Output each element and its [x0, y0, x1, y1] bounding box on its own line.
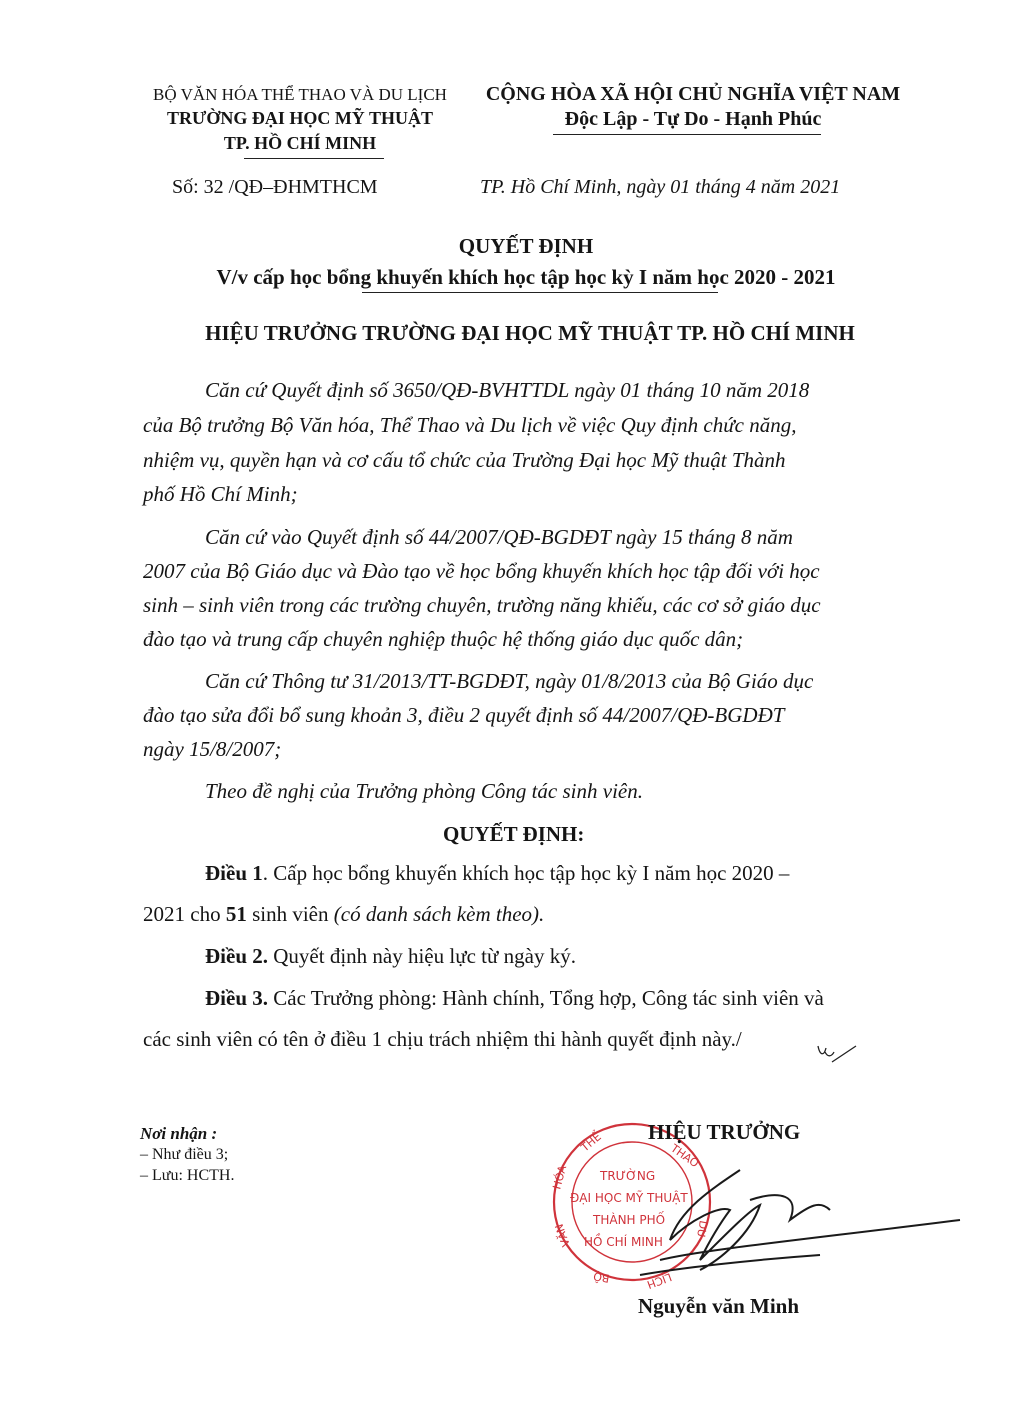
preamble-proposal: Theo đề nghị của Trưởng phòng Công tác sinh viên. [205, 779, 643, 803]
svg-text:THỂ: THỂ [578, 1130, 604, 1155]
article-1-label: Điều 1 [205, 861, 263, 885]
svg-text:HỒ CHÍ MINH: HỒ CHÍ MINH [584, 1235, 663, 1249]
article-3-label: Điều 3. [205, 986, 268, 1010]
article-1-text-b1: 2021 cho [143, 902, 226, 926]
initial-mark [812, 1032, 864, 1070]
svg-text:BỘ: BỘ [592, 1269, 611, 1285]
preamble-line: đào tạo và trung cấp chuyên nghiệp thuộc hệ thống giáo dục quốc dân; [143, 627, 744, 651]
preamble-line: đào tạo sửa đổi bổ sung khoản 3, điều 2 quyết định số 44/2007/QĐ-BGDĐT [143, 703, 785, 727]
article-2 [205, 944, 576, 969]
recipients-label: Nơi nhận : [140, 1124, 218, 1143]
preamble-line: của Bộ trưởng Bộ Văn hóa, Thể Thao và Du lịch về việc Quy định chức năng, [143, 413, 797, 437]
svg-text:TRƯỜNG: TRƯỜNG [600, 1169, 656, 1183]
article-3-line2: các sinh viên có tên ở điều 1 chịu trách nhiệm thi hành quyết định này./ [143, 1027, 742, 1051]
school-underline [244, 158, 384, 159]
article-1-note: (có danh sách kèm theo). [333, 902, 545, 926]
motto-underline [553, 134, 821, 135]
place-date: TP. Hồ Chí Minh, ngày 01 tháng 4 năm 2021 [480, 176, 841, 198]
signatory-title: HIỆU TRƯỞNG [648, 1120, 801, 1144]
decision-heading: QUYẾT ĐỊNH: [443, 822, 585, 846]
subject-underline [362, 292, 718, 293]
preamble-line: 2007 của Bộ Giáo dục và Đào tạo về học bổng khuyến khích học tập đối với học [143, 559, 820, 583]
svg-text:LỊCH: LỊCH [645, 1270, 674, 1292]
school-name-line1: TRƯỜNG ĐẠI HỌC MỸ THUẬT [166, 108, 433, 128]
article-2-label: Điều 2. [205, 944, 268, 968]
document-heading: QUYẾT ĐỊNH [458, 234, 594, 258]
ministry-name: BỘ VĂN HÓA THỂ THAO VÀ DU LỊCH [153, 85, 447, 104]
preamble-line: sinh – sinh viên trong các trường chuyên, trường năng khiếu, các cơ sở giáo dục [143, 593, 821, 617]
document-subject: V/v cấp học bổng khuyến khích học tập học kỳ I năm học 2020 - 2021 [216, 265, 836, 289]
article-1-line2 [143, 902, 544, 927]
document-number: Số: 32 /QĐ–ĐHMTHCM [172, 176, 378, 198]
signatory-name: Nguyễn văn Minh [638, 1294, 800, 1318]
national-motto: Độc Lập - Tự Do - Hạnh Phúc [564, 108, 822, 130]
svg-text:ĐẠI HỌC MỸ THUẬT: ĐẠI HỌC MỸ THUẬT [570, 1191, 688, 1205]
preamble-line: nhiệm vụ, quyền hạn và cơ cấu tổ chức của Trường Đại học Mỹ thuật Thành [143, 448, 786, 472]
handwritten-signature [620, 1150, 980, 1300]
preamble-line: Căn cứ Thông tư 31/2013/TT-BGDĐT, ngày 01/8/2013 của Bộ Giáo dục [205, 669, 814, 693]
republic-name: CỘNG HÒA XÃ HỘI CHỦ NGHĨA VIỆT NAM [485, 83, 901, 105]
school-name-line2: TP. HỒ CHÍ MINH [223, 133, 377, 153]
svg-text:THAO: THAO [668, 1141, 702, 1171]
article-1-text-b2: sinh viên [246, 902, 334, 926]
svg-text:THÀNH PHỐ: THÀNH PHỐ [593, 1213, 666, 1227]
article-2-text: Quyết định này hiệu lực từ ngày ký. [268, 944, 576, 968]
recipient-item: – Lưu: HCTH. [140, 1167, 235, 1184]
svg-text:DU: DU [694, 1219, 710, 1239]
preamble-line: Căn cứ vào Quyết định số 44/2007/QĐ-BGDĐT ngày 15 tháng 8 năm [205, 525, 793, 549]
article-1-text: . Cấp học bổng khuyến khích học tập học kỳ I năm học 2020 – [262, 861, 790, 885]
svg-text:HÓA: HÓA [550, 1163, 570, 1191]
preamble-line: phố Hồ Chí Minh; [143, 482, 298, 506]
svg-text:VĂN: VĂN [552, 1222, 573, 1249]
article-1-line1 [205, 861, 789, 886]
student-count: 51 [225, 902, 247, 926]
preamble-line: Căn cứ Quyết định số 3650/QĐ-BVHTTDL ngày 01 tháng 10 năm 2018 [205, 378, 810, 402]
preamble-line: ngày 15/8/2007; [143, 737, 282, 761]
recipient-item: – Như điều 3; [140, 1146, 229, 1163]
issuing-authority: HIỆU TRƯỞNG TRƯỜNG ĐẠI HỌC MỸ THUẬT TP. HỒ CHÍ MINH [205, 321, 855, 345]
article-3-text: Các Trưởng phòng: Hành chính, Tổng hợp, Công tác sinh viên và [268, 986, 824, 1010]
article-3-line1 [205, 986, 824, 1011]
